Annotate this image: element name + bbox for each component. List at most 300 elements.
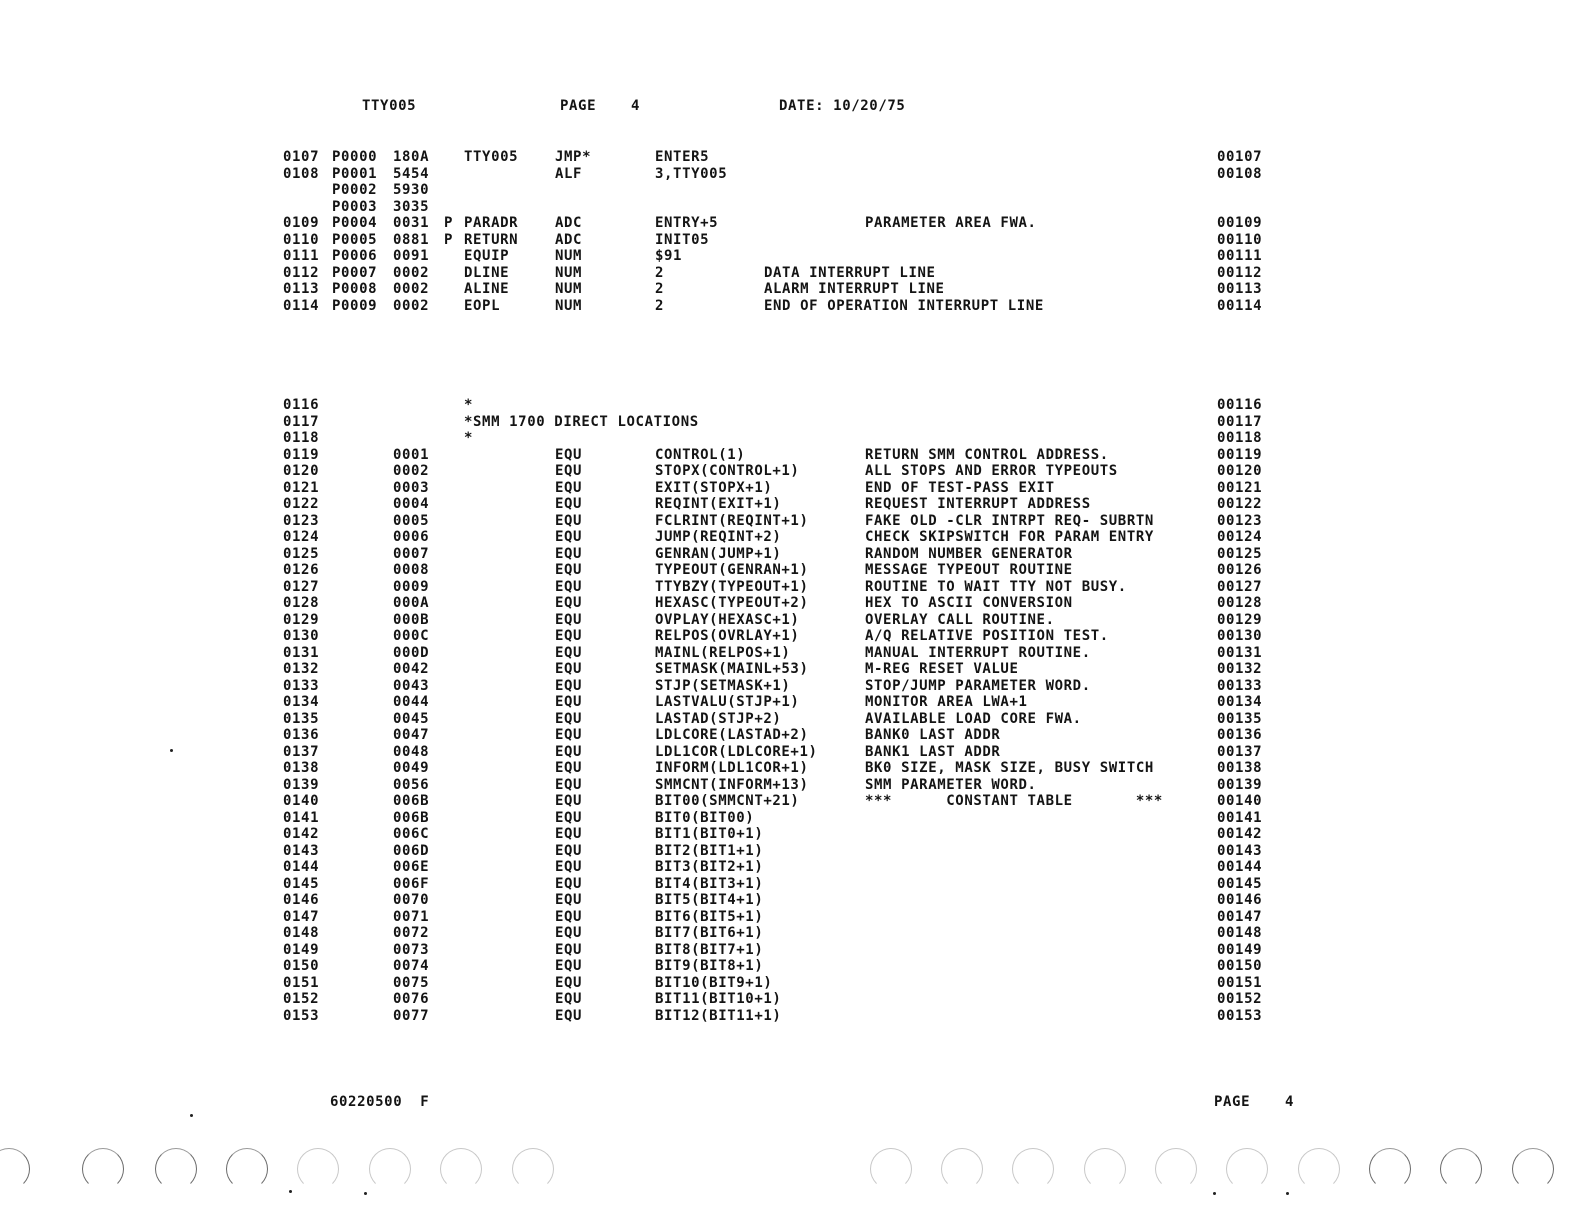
tractor-feed-holes	[0, 1142, 1584, 1212]
object-word: 5930	[393, 182, 430, 198]
sequence-number: 00127	[1217, 578, 1263, 595]
sequence-number: 00126	[1217, 562, 1263, 578]
feed-hole	[1012, 1148, 1054, 1190]
footer-page-number: 4	[1285, 1094, 1295, 1110]
line-number: 0109	[283, 215, 320, 231]
operand: BIT11(BIT10+1)	[655, 991, 782, 1007]
listing-line	[0, 678, 1584, 695]
listing-line	[0, 281, 1584, 298]
listing-line	[0, 661, 1584, 678]
operand: BIT0(BIT00)	[655, 809, 755, 826]
sequence-number: 00123	[1217, 512, 1263, 529]
relocation-flag: P	[444, 231, 454, 248]
location: P0005	[332, 231, 378, 248]
line-number: 0112	[283, 264, 320, 281]
object-word: 0003	[393, 479, 430, 496]
operand: BIT12(BIT11+1)	[655, 1007, 782, 1024]
object-word: 180A	[393, 149, 430, 165]
opcode: EQU	[555, 529, 583, 545]
opcode: EQU	[555, 463, 583, 479]
sequence-number: 00110	[1217, 231, 1263, 248]
comment: END OF OPERATION INTERRUPT LINE	[764, 297, 1044, 314]
object-word: 0073	[393, 941, 430, 958]
listing-line	[0, 826, 1584, 843]
listing-line	[0, 397, 1584, 414]
line-number: 0126	[283, 562, 320, 578]
opcode: EQU	[555, 578, 583, 595]
line-number: 0123	[283, 512, 320, 529]
operand: BIT1(BIT0+1)	[655, 826, 764, 842]
program-name: TTY005	[362, 98, 417, 114]
label: *	[464, 430, 474, 446]
comment: M-REG RESET VALUE	[865, 661, 1019, 677]
feed-hole	[1155, 1148, 1197, 1190]
operand: OVPLAY(HEXASC+1)	[655, 611, 800, 628]
object-word: 0045	[393, 710, 430, 727]
line-number: 0147	[283, 908, 320, 925]
sequence-number: 00143	[1217, 842, 1263, 859]
label: DLINE	[464, 264, 510, 281]
sequence-number: 00141	[1217, 809, 1263, 826]
listing-line	[0, 628, 1584, 645]
opcode: EQU	[555, 512, 583, 529]
opcode: EQU	[555, 842, 583, 859]
operand: 2	[655, 264, 665, 281]
sequence-number: 00149	[1217, 941, 1263, 958]
listing-line	[0, 182, 1584, 199]
relocation-flag: P	[444, 215, 454, 231]
object-word: 0070	[393, 892, 430, 908]
sequence-number: 00108	[1217, 165, 1263, 182]
listing-line	[0, 298, 1584, 315]
object-word: 0042	[393, 661, 430, 677]
location: P0001	[332, 165, 378, 182]
location: P0007	[332, 264, 378, 281]
operand: BIT5(BIT4+1)	[655, 892, 764, 908]
opcode: EQU	[555, 991, 583, 1007]
listing-line	[0, 694, 1584, 711]
sequence-number: 00125	[1217, 545, 1263, 562]
operand: 3,TTY005	[655, 165, 728, 182]
listing-line	[0, 463, 1584, 480]
object-word: 006F	[393, 875, 430, 892]
opcode: EQU	[555, 1007, 583, 1024]
object-word: 0071	[393, 908, 430, 925]
sequence-number: 00150	[1217, 958, 1263, 974]
comment: MESSAGE TYPEOUT ROUTINE	[865, 562, 1073, 578]
operand: BIT2(BIT1+1)	[655, 842, 764, 859]
opcode: EQU	[555, 628, 583, 644]
listing-line	[0, 579, 1584, 596]
line-number: 0150	[283, 958, 320, 974]
line-number: 0152	[283, 991, 320, 1007]
opcode: EQU	[555, 892, 583, 908]
object-word: 000B	[393, 611, 430, 628]
sequence-number: 00117	[1217, 413, 1263, 430]
opcode: EQU	[555, 727, 583, 743]
operand: STOPX(CONTROL+1)	[655, 463, 800, 479]
sequence-number: 00146	[1217, 892, 1263, 908]
sequence-number: 00142	[1217, 826, 1263, 842]
comment: RANDOM NUMBER GENERATOR	[865, 545, 1073, 562]
opcode: NUM	[555, 248, 583, 264]
comment: A/Q RELATIVE POSITION TEST.	[865, 628, 1109, 644]
object-word: 006B	[393, 793, 430, 809]
comment: BK0 SIZE, MASK SIZE, BUSY SWITCH	[865, 760, 1154, 776]
feed-hole	[512, 1148, 554, 1190]
line-number: 0118	[283, 430, 320, 446]
object-word: 0881	[393, 231, 430, 248]
feed-hole	[440, 1148, 482, 1190]
opcode: EQU	[555, 958, 583, 974]
line-number: 0125	[283, 545, 320, 562]
sequence-number: 00133	[1217, 677, 1263, 694]
object-word: 0002	[393, 264, 430, 281]
operand: INFORM(LDL1COR+1)	[655, 760, 809, 776]
opcode: JMP*	[555, 149, 592, 165]
operand: BIT00(SMMCNT+21)	[655, 793, 800, 809]
line-number: 0107	[283, 149, 320, 165]
operand: BIT6(BIT5+1)	[655, 908, 764, 925]
location: P0002	[332, 182, 378, 198]
comment: FAKE OLD -CLR INTRPT REQ- SUBRTN	[865, 512, 1154, 529]
header-page-number: 4	[631, 98, 641, 114]
object-word: 0044	[393, 694, 430, 710]
opcode: EQU	[555, 809, 583, 826]
opcode: EQU	[555, 875, 583, 892]
object-word: 3035	[393, 198, 430, 215]
object-word: 0002	[393, 281, 430, 297]
paper-speck	[190, 1114, 193, 1117]
line-number: 0149	[283, 941, 320, 958]
sequence-number: 00107	[1217, 149, 1263, 165]
opcode: EQU	[555, 859, 583, 875]
sequence-number: 00137	[1217, 743, 1263, 760]
listing-line	[0, 1008, 1584, 1025]
line-number: 0128	[283, 595, 320, 611]
listing-line	[0, 595, 1584, 612]
location: P0008	[332, 281, 378, 297]
line-number: 0146	[283, 892, 320, 908]
opcode: EQU	[555, 760, 583, 776]
sequence-number: 00147	[1217, 908, 1263, 925]
sequence-number: 00124	[1217, 529, 1263, 545]
feed-hole	[0, 1148, 30, 1190]
listing-line	[0, 166, 1584, 183]
listing-line	[0, 248, 1584, 265]
sequence-number: 00118	[1217, 430, 1263, 446]
sequence-number: 00139	[1217, 776, 1263, 793]
object-word: 0009	[393, 578, 430, 595]
listing-line	[0, 942, 1584, 959]
operand: BIT9(BIT8+1)	[655, 958, 764, 974]
sequence-number: 00120	[1217, 463, 1263, 479]
operand: TYPEOUT(GENRAN+1)	[655, 562, 809, 578]
operand: INIT05	[655, 231, 710, 248]
sequence-number: 00138	[1217, 760, 1263, 776]
opcode: EQU	[555, 776, 583, 793]
line-number: 0136	[283, 727, 320, 743]
opcode: EQU	[555, 496, 583, 512]
object-word: 006B	[393, 809, 430, 826]
label: *SMM 1700 DIRECT LOCATIONS	[464, 413, 699, 430]
comment: *** CONSTANT TABLE ***	[865, 793, 1163, 809]
object-word: 0072	[393, 925, 430, 941]
object-word: 0007	[393, 545, 430, 562]
listing-line	[0, 909, 1584, 926]
object-word: 5454	[393, 165, 430, 182]
line-number: 0142	[283, 826, 320, 842]
listing-line	[0, 991, 1584, 1008]
opcode: EQU	[555, 793, 583, 809]
sequence-number: 00109	[1217, 215, 1263, 231]
comment: BANK1 LAST ADDR	[865, 743, 1001, 760]
listing-line	[0, 265, 1584, 282]
listing-line	[0, 480, 1584, 497]
listing-line	[0, 777, 1584, 794]
listing-line	[0, 645, 1584, 662]
object-word: 000D	[393, 644, 430, 661]
sequence-number: 00111	[1217, 248, 1263, 264]
object-word: 0048	[393, 743, 430, 760]
sequence-number: 00128	[1217, 595, 1263, 611]
opcode: EQU	[555, 974, 583, 991]
comment: SMM PARAMETER WORD.	[865, 776, 1037, 793]
listing-line	[0, 843, 1584, 860]
line-number: 0120	[283, 463, 320, 479]
line-number: 0138	[283, 760, 320, 776]
header-date: DATE: 10/20/75	[779, 98, 906, 114]
comment: PARAMETER AREA FWA.	[865, 215, 1037, 231]
listing-line	[0, 149, 1584, 166]
object-word: 0075	[393, 974, 430, 991]
sequence-number: 00122	[1217, 496, 1263, 512]
listing-line	[0, 430, 1584, 447]
line-number: 0131	[283, 644, 320, 661]
location: P0000	[332, 149, 378, 165]
paper-speck	[364, 1192, 367, 1195]
paper-speck	[1213, 1192, 1216, 1195]
line-number: 0151	[283, 974, 320, 991]
comment: AVAILABLE LOAD CORE FWA.	[865, 710, 1082, 727]
listing-line	[0, 810, 1584, 827]
comment: DATA INTERRUPT LINE	[764, 264, 936, 281]
location: P0009	[332, 297, 378, 314]
object-word: 0076	[393, 991, 430, 1007]
opcode: EQU	[555, 562, 583, 578]
feed-hole	[226, 1148, 268, 1190]
opcode: EQU	[555, 545, 583, 562]
object-word: 0043	[393, 677, 430, 694]
operand: ENTRY+5	[655, 215, 719, 231]
opcode: EQU	[555, 826, 583, 842]
opcode: ADC	[555, 231, 583, 248]
label: *	[464, 397, 474, 413]
listing-line	[0, 793, 1584, 810]
object-word: 006E	[393, 859, 430, 875]
sequence-number: 00119	[1217, 446, 1263, 463]
sequence-number: 00112	[1217, 264, 1263, 281]
object-word: 0077	[393, 1007, 430, 1024]
listing-line	[0, 513, 1584, 530]
listing-line	[0, 529, 1584, 546]
footer-page-label: PAGE	[1214, 1094, 1251, 1110]
line-number: 0144	[283, 859, 320, 875]
operand: SMMCNT(INFORM+13)	[655, 776, 809, 793]
comment: ALARM INTERRUPT LINE	[764, 281, 945, 297]
label: PARADR	[464, 215, 519, 231]
feed-hole	[369, 1148, 411, 1190]
listing-line	[0, 546, 1584, 563]
feed-hole	[82, 1148, 124, 1190]
comment: MONITOR AREA LWA+1	[865, 694, 1028, 710]
object-word: 0091	[393, 248, 430, 264]
sequence-number: 00129	[1217, 611, 1263, 628]
opcode: NUM	[555, 264, 583, 281]
sequence-number: 00132	[1217, 661, 1263, 677]
object-word: 0047	[393, 727, 430, 743]
line-number: 0137	[283, 743, 320, 760]
listing-line	[0, 876, 1584, 893]
sequence-number: 00144	[1217, 859, 1263, 875]
comment: ALL STOPS AND ERROR TYPEOUTS	[865, 463, 1118, 479]
listing-line	[0, 199, 1584, 216]
sequence-number: 00134	[1217, 694, 1263, 710]
sequence-number: 00140	[1217, 793, 1263, 809]
object-word: 0031	[393, 215, 430, 231]
line-number: 0127	[283, 578, 320, 595]
comment: RETURN SMM CONTROL ADDRESS.	[865, 446, 1109, 463]
opcode: EQU	[555, 661, 583, 677]
operand: $91	[655, 248, 683, 264]
sequence-number: 00114	[1217, 297, 1263, 314]
object-word: 006D	[393, 842, 430, 859]
sequence-number: 00131	[1217, 644, 1263, 661]
operand: SETMASK(MAINL+53)	[655, 661, 809, 677]
line-number: 0140	[283, 793, 320, 809]
line-number: 0135	[283, 710, 320, 727]
paper-speck	[1286, 1192, 1289, 1195]
listing-line	[0, 496, 1584, 513]
line-number: 0124	[283, 529, 320, 545]
line-number: 0143	[283, 842, 320, 859]
operand: FCLRINT(REQINT+1)	[655, 512, 809, 529]
line-number: 0122	[283, 496, 320, 512]
operand: TTYBZY(TYPEOUT+1)	[655, 578, 809, 595]
listing-line	[0, 744, 1584, 761]
label: RETURN	[464, 231, 519, 248]
line-number: 0130	[283, 628, 320, 644]
operand: BIT7(BIT6+1)	[655, 925, 764, 941]
listing-line	[0, 925, 1584, 942]
listing-line	[0, 447, 1584, 464]
line-number: 0148	[283, 925, 320, 941]
line-number: 0113	[283, 281, 320, 297]
sequence-number: 00153	[1217, 1007, 1263, 1024]
sequence-number: 00148	[1217, 925, 1263, 941]
opcode: EQU	[555, 694, 583, 710]
object-word: 0004	[393, 496, 430, 512]
line-number: 0145	[283, 875, 320, 892]
document-number: 60220500 F	[330, 1094, 430, 1110]
line-number: 0114	[283, 297, 320, 314]
operand: MAINL(RELPOS+1)	[655, 644, 791, 661]
opcode: ADC	[555, 215, 583, 231]
operand: BIT8(BIT7+1)	[655, 941, 764, 958]
operand: ENTER5	[655, 149, 710, 165]
sequence-number: 00130	[1217, 628, 1263, 644]
comment: STOP/JUMP PARAMETER WORD.	[865, 677, 1091, 694]
sequence-number: 00121	[1217, 479, 1263, 496]
operand: HEXASC(TYPEOUT+2)	[655, 595, 809, 611]
feed-hole	[1512, 1148, 1554, 1190]
object-word: 000C	[393, 628, 430, 644]
line-number: 0129	[283, 611, 320, 628]
operand: REQINT(EXIT+1)	[655, 496, 782, 512]
location: P0004	[332, 215, 378, 231]
sequence-number: 00116	[1217, 397, 1263, 413]
label: EQUIP	[464, 248, 510, 264]
feed-hole	[941, 1148, 983, 1190]
comment: ROUTINE TO WAIT TTY NOT BUSY.	[865, 578, 1127, 595]
feed-hole	[1084, 1148, 1126, 1190]
operand: 2	[655, 297, 665, 314]
comment: MANUAL INTERRUPT ROUTINE.	[865, 644, 1091, 661]
opcode: EQU	[555, 677, 583, 694]
opcode: EQU	[555, 908, 583, 925]
line-number: 0153	[283, 1007, 320, 1024]
operand: JUMP(REQINT+2)	[655, 529, 782, 545]
operand: 2	[655, 281, 665, 297]
listing-line	[0, 215, 1584, 232]
opcode: EQU	[555, 710, 583, 727]
object-word: 0006	[393, 529, 430, 545]
listing-line	[0, 892, 1584, 909]
line-number: 0121	[283, 479, 320, 496]
listing-line	[0, 727, 1584, 744]
object-word: 0056	[393, 776, 430, 793]
opcode: ALF	[555, 165, 583, 182]
comment: OVERLAY CALL ROUTINE.	[865, 611, 1055, 628]
object-word: 006C	[393, 826, 430, 842]
comment: CHECK SKIPSWITCH FOR PARAM ENTRY	[865, 529, 1154, 545]
label: ALINE	[464, 281, 510, 297]
listing-line	[0, 760, 1584, 777]
listing-line	[0, 958, 1584, 975]
comment: END OF TEST-PASS EXIT	[865, 479, 1055, 496]
comment: REQUEST INTERRUPT ADDRESS	[865, 496, 1091, 512]
line-number: 0111	[283, 248, 320, 264]
line-number: 0110	[283, 231, 320, 248]
sequence-number: 00136	[1217, 727, 1263, 743]
feed-hole	[155, 1148, 197, 1190]
object-word: 0005	[393, 512, 430, 529]
opcode: EQU	[555, 941, 583, 958]
listing-line	[0, 232, 1584, 249]
operand: BIT4(BIT3+1)	[655, 875, 764, 892]
sequence-number: 00113	[1217, 281, 1263, 297]
listing-line	[0, 859, 1584, 876]
listing-line	[0, 975, 1584, 992]
object-word: 0002	[393, 297, 430, 314]
opcode: EQU	[555, 446, 583, 463]
opcode: EQU	[555, 644, 583, 661]
line-number: 0108	[283, 165, 320, 182]
feed-hole	[1226, 1148, 1268, 1190]
opcode: EQU	[555, 925, 583, 941]
operand: STJP(SETMASK+1)	[655, 677, 791, 694]
opcode: NUM	[555, 281, 583, 297]
